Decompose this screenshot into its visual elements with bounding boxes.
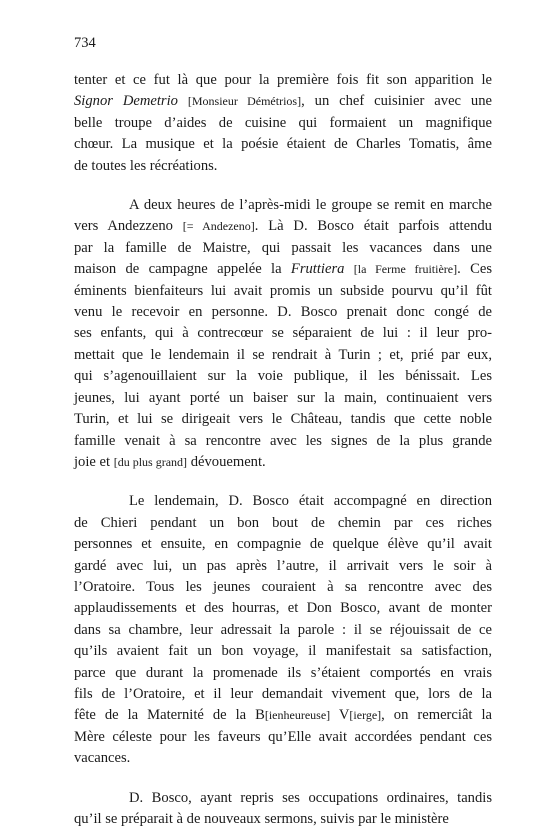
text-line [74, 491, 492, 512]
paragraph [74, 788, 492, 830]
text-line [74, 641, 492, 662]
body-text [74, 70, 492, 830]
text-run: belle troupe d’aides de cuisine qui formaient un magnifique [74, 114, 492, 131]
text-run: famille venait à sa rencontre avec les signes de la plus grande [74, 432, 492, 449]
text-run: maison de campagne appelée la [74, 261, 291, 278]
text-run: mettait que le lendemain il se rendrait à Turin ; et, prié par eux, [74, 346, 492, 363]
text-line [74, 70, 492, 91]
text-run: . Là D. Bosco était parfois attendu [254, 218, 492, 235]
text-run: personnes et ensuite, en compagnie de quelque élève qu’il avait [74, 536, 492, 553]
text-line [74, 809, 492, 830]
editorial-bracket: [du plus grand] [113, 454, 188, 469]
text-line [74, 534, 492, 555]
text-line [74, 345, 492, 366]
text-line [74, 195, 492, 216]
text-line [74, 556, 492, 577]
text-run: , on remerciât la [381, 707, 492, 724]
text-line [74, 156, 492, 177]
paragraph [74, 195, 492, 473]
italic-term: Fruttiera [290, 261, 345, 278]
text-line [74, 513, 492, 534]
text-line [74, 409, 492, 430]
text-run: dans sa chambre, leur adressait la parole : il se réjouissait de ce [74, 621, 492, 638]
paragraph [74, 491, 492, 769]
text-line [74, 663, 492, 684]
text-line [74, 598, 492, 619]
text-run: qui s’agenouillaient sur la voie publique, il les bénissait. Les [74, 368, 492, 385]
text-run: l’Oratoire. Tous les jeunes couraient à sa rencontre avec des [74, 578, 492, 595]
text-line [74, 452, 492, 473]
text-run [178, 93, 188, 109]
text-run: ses enfants, qui à contrecœur se séparaient de lui : il leur pro- [74, 325, 492, 342]
text-run: . Ces [457, 261, 493, 278]
text-run: par la famille de Maistre, qui passait les vacances dans une [74, 239, 492, 256]
text-line [74, 281, 492, 302]
editorial-bracket: [= Andezeno] [182, 219, 255, 234]
text-run: fête de la Maternité de la B [74, 707, 265, 724]
text-run: parce que durant la promenade ils s’étaient comportés en vrais [74, 664, 492, 681]
text-line [74, 684, 492, 705]
text-run: tenter et ce fut là que pour la première fois fit son apparition le [74, 72, 492, 88]
editorial-bracket: [ienheureuse] [264, 708, 331, 723]
text-run: de toutes les récréations. [74, 157, 218, 174]
paragraph [74, 70, 492, 177]
text-run: joie et [74, 453, 114, 470]
text-run: qu’ils avaient fait un bon voyage, il manifestait sa satisfaction, [74, 643, 492, 660]
text-run: qu’il se préparait à de nouveaux sermons, suivis par le ministère [74, 811, 449, 827]
text-run: dévouement. [187, 453, 266, 470]
editorial-bracket: [Monsieur Démétrios] [187, 94, 302, 109]
text-line [74, 323, 492, 344]
text-line [74, 302, 492, 323]
text-run: applaudissements et des hourras, et Don Bosco, avant de monter [74, 600, 492, 617]
text-line [74, 620, 492, 641]
text-run: vacances. [74, 750, 131, 767]
text-run: V [330, 707, 350, 724]
text-line [74, 705, 492, 726]
text-run: fils de l’Oratoire, et il leur demandait vivement que, lors de la [74, 685, 492, 702]
text-run: Mère céleste pour les faveurs qu’Elle avait accordées pendant ces [74, 728, 492, 745]
text-line [74, 727, 492, 748]
text-run: gardé avec lui, un pas après l’autre, il arrivait vers le soir à [74, 557, 492, 574]
text-line [74, 216, 492, 237]
editorial-bracket: [ierge] [349, 708, 382, 723]
text-line [74, 259, 492, 280]
page-number: 734 [74, 35, 96, 51]
text-run: Le lendemain, D. Bosco était accompagné en direction [129, 493, 492, 510]
text-line [74, 113, 492, 134]
text-line [74, 577, 492, 598]
text-run: D. Bosco, ayant repris ses occupations ordinaires, tandis [129, 789, 492, 806]
text-run: A deux heures de l’après-midi le groupe se remit en marche [129, 197, 492, 214]
text-run: éminents bienfaiteurs lui avait promis un subside pourvu qu’il fût [74, 282, 492, 299]
text-line [74, 238, 492, 259]
text-line [74, 748, 492, 769]
text-line [74, 91, 492, 112]
text-run: , un chef cuisinier avec une [301, 93, 492, 110]
text-run: de Chieri pendant un bon bout de chemin par ces riches [74, 514, 492, 531]
italic-term: Signor Demetrio [74, 93, 178, 110]
text-run: vers Andezzeno [74, 218, 183, 235]
text-line [74, 388, 492, 409]
text-run: jeunes, lui ayant porté un baiser sur la main, continuaient vers [74, 389, 492, 406]
text-run: Turin, et lui se dirigeait vers le Château, tandis que cette noble [74, 411, 492, 428]
editorial-bracket: [la Ferme fruitière] [353, 262, 458, 277]
text-run [344, 261, 353, 277]
text-line [74, 366, 492, 387]
text-run: venu le recevoir en personne. D. Bosco prenait donc congé de [74, 304, 492, 321]
text-line [74, 431, 492, 452]
text-run: chœur. La musique et la poésie étaient de Charles Tomatis, âme [74, 136, 492, 153]
text-line [74, 134, 492, 155]
text-line [74, 788, 492, 809]
